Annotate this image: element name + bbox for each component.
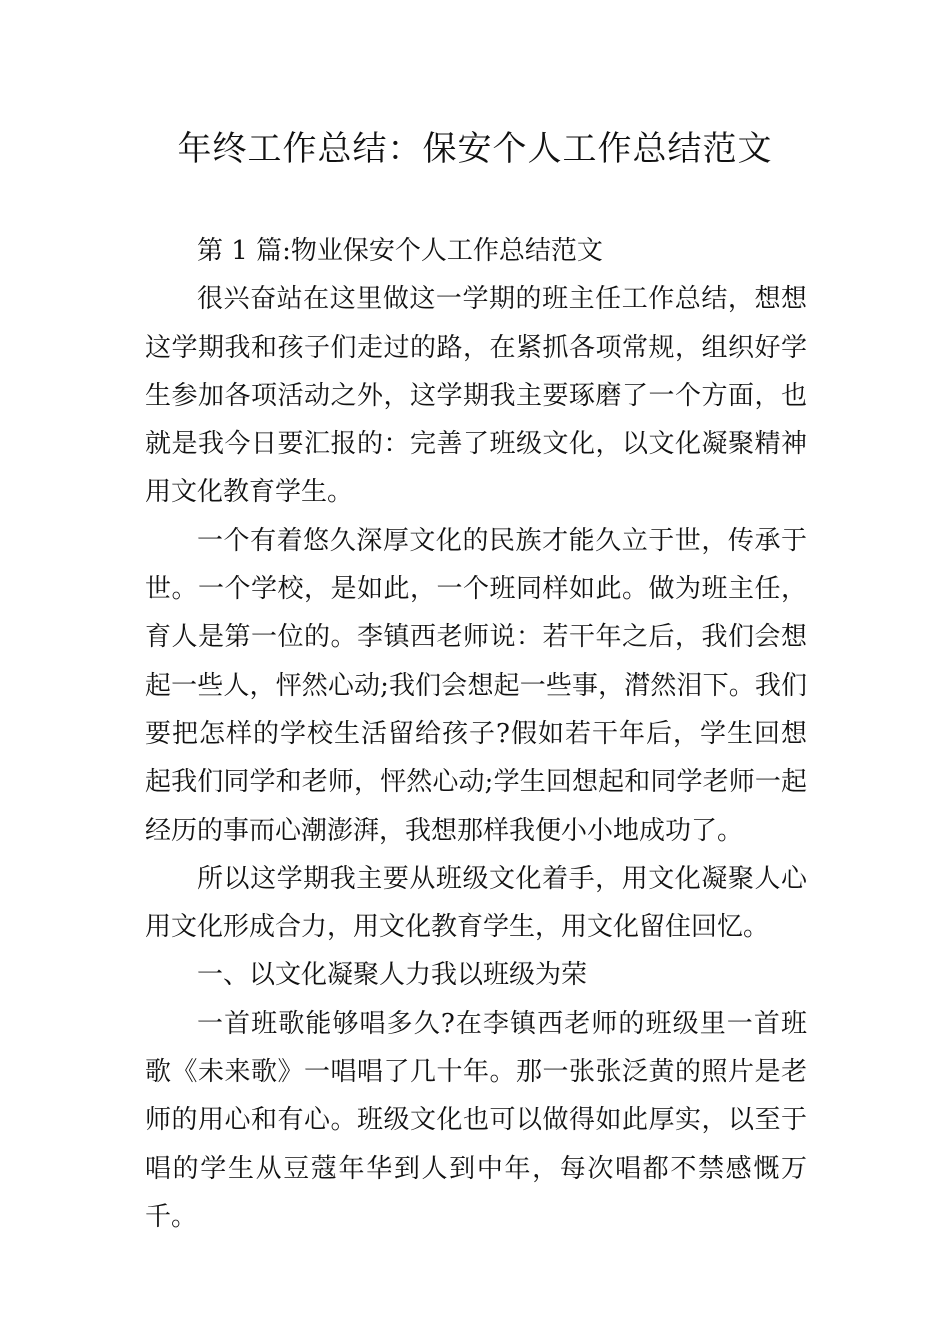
document-body: [145, 227, 807, 1241]
section-heading: 第 1 篇:物业保安个人工作总结范文: [197, 236, 603, 266]
body-paragraph: 很兴奋站在这里做这一学期的班主任工作总结，想想这学期我和孩子们走过的路，在紧抓各项常规，组织好学生参加各项活动之外，这学期我主要琢磨了一个方面，也就是我今日要汇报的：完善了班级文化，以文化凝聚精神用文化教育学生。: [145, 284, 807, 508]
body-paragraph: 一个有着悠久深厚文化的民族才能久立于世，传承于世。一个学校，是如此，一个班同样如此。做为班主任，育人是第一位的。李镇西老师说：若干年之后，我们会想起一些人，怦然心动;我们会想起一些事，潸然泪下。我们要把怎样的学校生活留给孩子?假如若干年后，学生回想起我们同学和老师，怦然心动;学生回想起和同学老师一起经历的事而心潮澎湃，我想那样我便小小地成功了。: [145, 525, 807, 846]
subsection-heading: 一、以文化凝聚人力我以班级为荣: [197, 960, 588, 991]
document-title: 年终工作总结：保安个人工作总结范文: [177, 129, 773, 169]
body-paragraph: 所以这学期我主要从班级文化着手，用文化凝聚人心用文化形成合力，用文化教育学生，用文化留住回忆。: [145, 863, 807, 943]
body-paragraph: 一首班歌能够唱多久?在李镇西老师的班级里一首班歌《未来歌》一唱唱了几十年。那一张张泛黄的照片是老师的用心和有心。班级文化也可以做得如此厚实，以至于唱的学生从豆蔻年华到人到中年，每次唱都不禁感慨万千。: [145, 1008, 807, 1232]
